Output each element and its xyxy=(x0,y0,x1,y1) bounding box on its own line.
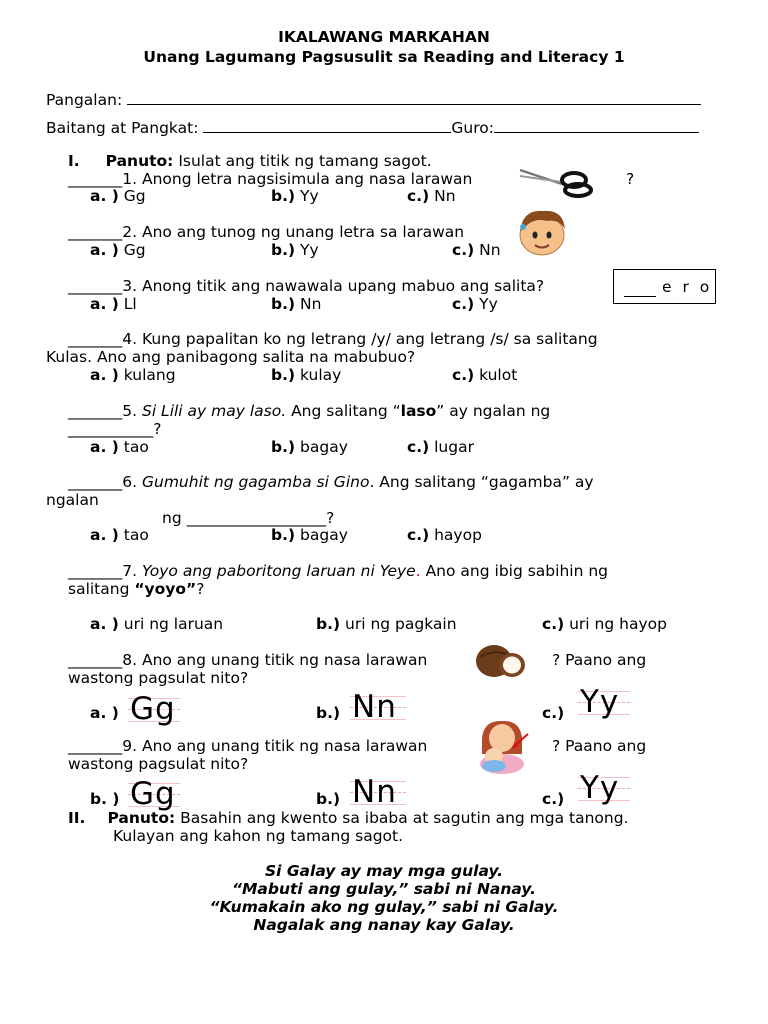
q5-prompt xyxy=(68,402,550,420)
q1-option-c[interactable]: Nn xyxy=(434,187,456,205)
part1-directions-label: Panuto: xyxy=(105,152,174,170)
grade-blank-line[interactable] xyxy=(203,118,451,133)
q2-option-a[interactable]: Gg xyxy=(123,241,146,259)
q4-line2: Kulas. Ano ang panibagong salita na mabubuo? xyxy=(46,348,416,366)
part2-directions xyxy=(68,809,629,827)
story-line-3: “Kumakain ako ng gulay,” sabi ni Galay. xyxy=(209,898,559,916)
word-fragment: e r o xyxy=(662,278,713,296)
q9-option-a: Gg xyxy=(130,776,176,812)
q2-option-c[interactable]: Nn xyxy=(479,241,501,259)
part2-directions-text: Basahin ang kwento sa ibaba at sagutin ang mga tanong. xyxy=(180,809,629,827)
q9-option-b-tile[interactable] xyxy=(350,774,406,810)
page-subtitle: Unang Lagumang Pagsusulit sa Reading and Literacy 1 xyxy=(143,48,625,66)
q1-options xyxy=(90,187,146,205)
q9-tail: ? Paano ang xyxy=(552,737,647,755)
q6-number: 6. xyxy=(122,473,138,491)
q9-text: 9. Ano ang unang titik ng nasa larawan xyxy=(122,737,428,755)
story-line-4: Nagalak ang nanay kay Galay. xyxy=(253,916,515,934)
part1-directions-text: Isulat ang titik ng tamang sagot. xyxy=(178,152,432,170)
page-title: IKALAWANG MARKAHAN xyxy=(278,28,490,46)
q7-prompt xyxy=(68,562,608,580)
q5-pre: Ang salitang “ xyxy=(291,402,401,420)
q5-number: 5. xyxy=(122,402,138,420)
q5-option-c-label: c.) xyxy=(407,438,430,456)
missing-letter-blank[interactable] xyxy=(624,278,656,297)
q8-option-a: Gg xyxy=(130,691,176,727)
q9-option-a-tile[interactable] xyxy=(128,776,180,812)
q7-number: 7. xyxy=(122,562,138,580)
q8-prompt xyxy=(68,651,427,669)
q6-option-b[interactable]: bagay xyxy=(300,526,348,544)
name-blank-line[interactable] xyxy=(127,90,701,105)
q8-option-b: Nn xyxy=(352,689,397,725)
q1-option-c-label: c.) xyxy=(407,187,430,205)
q6-line3 xyxy=(162,509,334,527)
q6-prompt xyxy=(68,473,594,491)
q6-option-c[interactable]: hayop xyxy=(434,526,482,544)
q9-option-c: Yy xyxy=(580,770,620,806)
q4-option-c-label: c.) xyxy=(452,366,475,384)
q7-option-c-label: c.) xyxy=(542,615,565,633)
q3-option-c-label: c.) xyxy=(452,295,475,313)
q8-option-c: Yy xyxy=(580,684,620,720)
teacher-label: Guro: xyxy=(451,119,494,137)
q5-option-a-label: a. ) xyxy=(90,438,119,456)
q8-option-b-label: b.) xyxy=(316,704,341,722)
q4-option-c[interactable]: kulot xyxy=(479,366,518,384)
q5-option-b-label: b.) xyxy=(271,438,296,456)
q7-rest: Ano ang ibig sabihin ng xyxy=(420,562,608,580)
part2-directions-label: Panuto: xyxy=(107,809,176,827)
q3-option-c[interactable]: Yy xyxy=(479,295,498,313)
q6-line2: ngalan xyxy=(46,491,99,509)
story-line-2: “Mabuti ang gulay,” sabi ni Nanay. xyxy=(232,880,536,898)
q3-prompt xyxy=(68,277,544,295)
q5-option-b[interactable]: bagay xyxy=(300,438,348,456)
q8-option-c-label: c.) xyxy=(542,704,565,722)
q7-salitang: salitang xyxy=(68,580,135,598)
q6-option-a-label: a. ) xyxy=(90,526,119,544)
q2-text: 2. Ano ang tunog ng unang letra sa larawan xyxy=(122,223,465,241)
q5-question-mark: ? xyxy=(153,420,162,438)
boy-face-icon xyxy=(513,205,571,257)
q7-option-b-label: b.) xyxy=(316,615,341,633)
q1-option-a-label: a. ) xyxy=(90,187,119,205)
q5-answer-blank[interactable]: _______ xyxy=(68,402,123,420)
q7-sentence: Yoyo ang paboritong laruan ni Yeye xyxy=(141,562,416,580)
q6-ng: ng xyxy=(162,509,182,527)
q3-option-b-label: b.) xyxy=(271,295,296,313)
q8-option-c-tile[interactable] xyxy=(578,684,630,720)
q1-option-a[interactable]: Gg xyxy=(123,187,146,205)
q6-fill-blank[interactable]: __________________ xyxy=(186,509,327,527)
q8-tail: ? Paano ang xyxy=(552,651,647,669)
q5-post: ” ay ngalan ng xyxy=(436,402,551,420)
q9-option-b: Nn xyxy=(352,774,397,810)
q7-keyword: “yoyo” xyxy=(134,580,197,598)
q9-option-c-label: c.) xyxy=(542,790,565,808)
q9-answer-blank[interactable]: _______ xyxy=(68,737,123,755)
q2-option-b-label: b.) xyxy=(271,241,296,259)
name-field xyxy=(46,90,701,109)
q6-answer-blank[interactable]: _______ xyxy=(68,473,123,491)
q8-option-b-tile[interactable] xyxy=(350,689,406,725)
coconut-icon xyxy=(474,641,526,679)
q5-option-a[interactable]: tao xyxy=(123,438,149,456)
q6-sentence: Gumuhit ng gagamba si Gino xyxy=(141,473,370,491)
q7-option-a-label: a. ) xyxy=(90,615,119,633)
q5-keyword: laso xyxy=(400,402,437,420)
q4-option-a-label: a. ) xyxy=(90,366,119,384)
missing-letter-word-box xyxy=(613,269,716,304)
q8-answer-blank[interactable]: _______ xyxy=(68,651,123,669)
scissors-icon xyxy=(516,166,594,198)
q5-fill-blank[interactable]: ___________ xyxy=(68,420,154,438)
name-label: Pangalan: xyxy=(46,91,123,109)
q7-option-c[interactable]: uri ng hayop xyxy=(569,615,667,633)
q2-option-a-label: a. ) xyxy=(90,241,119,259)
mother-baby-icon xyxy=(472,718,532,774)
part1-directions xyxy=(68,152,432,170)
q7-question-mark: ? xyxy=(196,580,205,598)
q4-option-a[interactable]: kulang xyxy=(123,366,176,384)
q9-option-c-tile[interactable] xyxy=(578,770,630,806)
q5-line2 xyxy=(68,420,161,438)
q7-line2 xyxy=(68,580,204,598)
q9-prompt xyxy=(68,737,427,755)
q3-text: 3. Anong titik ang nawawala upang mabuo ang salita? xyxy=(122,277,545,295)
teacher-blank-line[interactable] xyxy=(494,118,699,133)
q9-line2: wastong pagsulat nito? xyxy=(68,755,249,773)
q6-option-b-label: b.) xyxy=(271,526,296,544)
q1-option-b[interactable]: Yy xyxy=(300,187,319,205)
q5-sentence: Si Lili ay may laso. xyxy=(141,402,287,420)
q3-option-a-label: a. ) xyxy=(90,295,119,313)
q4-answer-blank[interactable]: _______ xyxy=(68,330,123,348)
part2-number: II. xyxy=(68,809,86,827)
q3-answer-blank[interactable]: _______ xyxy=(68,277,123,295)
q8-text: 8. Ano ang unang titik ng nasa larawan xyxy=(122,651,428,669)
q2-option-c-label: c.) xyxy=(452,241,475,259)
q6-question-mark: ? xyxy=(326,509,335,527)
q9-option-b-label: b.) xyxy=(316,790,341,808)
q6-rest: . Ang salitang “gagamba” ay xyxy=(369,473,594,491)
q2-answer-blank[interactable]: _______ xyxy=(68,223,123,241)
q6-option-c-label: c.) xyxy=(407,526,430,544)
q4-prompt xyxy=(68,330,598,348)
q1-option-b-label: b.) xyxy=(271,187,296,205)
q8-line2: wastong pagsulat nito? xyxy=(68,669,249,687)
grade-label: Baitang at Pangkat: xyxy=(46,119,199,137)
q8-option-a-tile[interactable] xyxy=(128,691,180,727)
q7-answer-blank[interactable]: _______ xyxy=(68,562,123,580)
q4-line1: 4. Kung papalitan ko ng letrang /y/ ang letrang /s/ sa salitang xyxy=(122,330,598,348)
q2-option-b[interactable]: Yy xyxy=(300,241,319,259)
q7-dot: . xyxy=(415,562,421,580)
q3-option-a[interactable]: Ll xyxy=(123,295,137,313)
story-line-1: Si Galay ay may mga gulay. xyxy=(264,862,504,880)
part1-number: I. xyxy=(68,152,80,170)
q5-option-c[interactable]: lugar xyxy=(434,438,474,456)
q4-option-b[interactable]: kulay xyxy=(300,366,342,384)
q3-option-b[interactable]: Nn xyxy=(300,295,322,313)
q7-option-a[interactable]: uri ng laruan xyxy=(123,615,224,633)
q2-prompt xyxy=(68,223,464,241)
q7-option-b[interactable]: uri ng pagkain xyxy=(345,615,457,633)
q8-option-a-label: a. ) xyxy=(90,704,119,722)
q9-option-a-label: b. ) xyxy=(90,790,120,808)
q4-option-b-label: b.) xyxy=(271,366,296,384)
q1-question-mark: ? xyxy=(626,170,635,188)
q6-option-a[interactable]: tao xyxy=(123,526,149,544)
q1-text: 1. Anong letra nagsisimula ang nasa larawan xyxy=(122,170,473,188)
q1-answer-blank[interactable]: _______ xyxy=(68,170,123,188)
q1-prompt xyxy=(68,170,472,188)
part2-directions-line2: Kulayan ang kahon ng tamang sagot. xyxy=(113,827,404,845)
grade-field xyxy=(46,118,699,137)
